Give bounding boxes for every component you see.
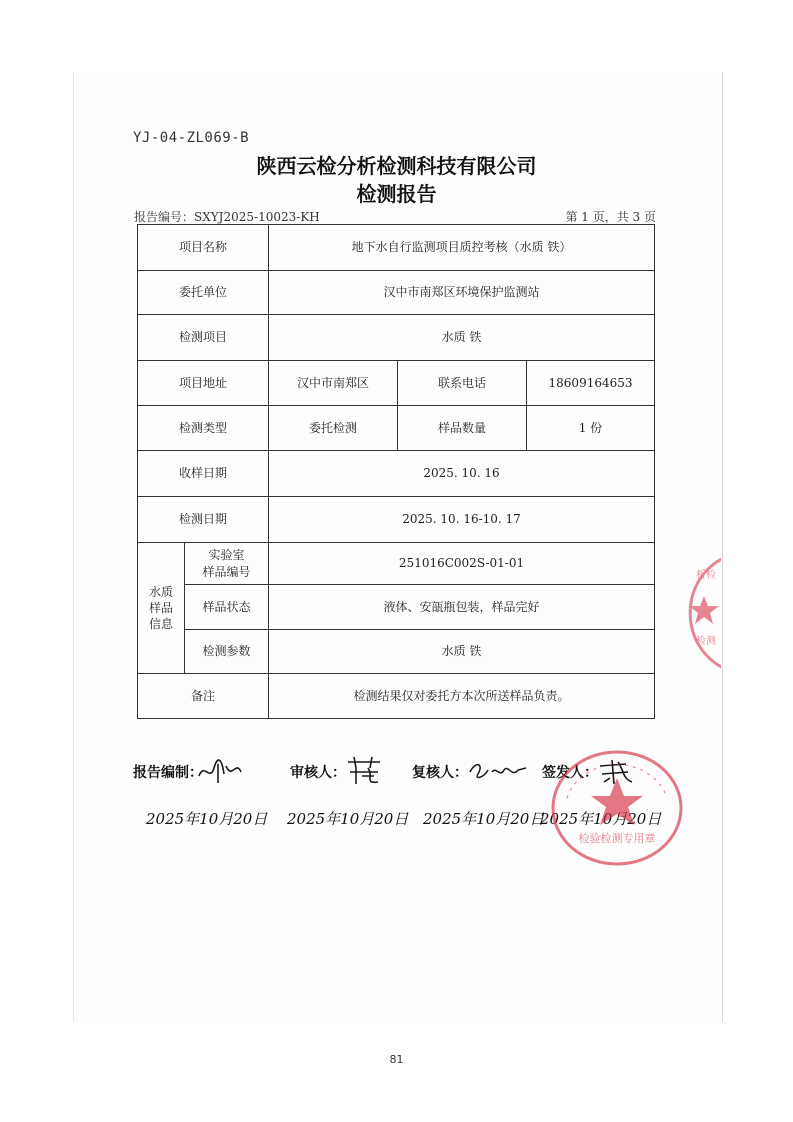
- phone-label: 联系电话: [398, 361, 527, 406]
- table-row: [138, 361, 655, 406]
- report-table: [137, 224, 655, 719]
- test-date-value: 2025. 10. 16-10. 17: [269, 497, 655, 543]
- project-name-label: 项目名称: [138, 225, 269, 271]
- rechecker-signature: [466, 758, 530, 782]
- sample-state-value: 液体、安瓿瓶包装，样品完好: [269, 585, 655, 630]
- lab-no-value: 251016C002S-01-01: [269, 543, 655, 585]
- svg-text:检测: 检测: [696, 636, 716, 647]
- page-info: 第 1 页，共 3 页: [565, 210, 656, 224]
- sample-qty-value: 1 份: [527, 406, 655, 451]
- test-item-value: 水质 铁: [269, 315, 655, 361]
- sample-info-label: 水质 样品 信息: [138, 543, 185, 674]
- test-item-label: 检测项目: [138, 315, 269, 361]
- test-param-label: 检测参数: [185, 630, 269, 674]
- report-number: 报告编号：SXYJ2025-10023-KH: [134, 210, 320, 224]
- company-name: 陕西云检分析检测科技有限公司: [256, 154, 537, 178]
- issuer-label: 签发人：: [542, 765, 598, 781]
- test-date-label: 检测日期: [138, 497, 269, 543]
- sample-state-label: 样品状态: [185, 585, 269, 630]
- table-row: [138, 451, 655, 497]
- sample-qty-label: 样品数量: [398, 406, 527, 451]
- remark-label: 备注: [138, 674, 269, 719]
- receive-date-label: 收样日期: [138, 451, 269, 497]
- rechecker-label: 复核人：: [412, 765, 468, 781]
- table-row: [138, 585, 655, 630]
- seal-label: 检验检测专用章: [578, 832, 656, 845]
- table-row: [138, 315, 655, 361]
- report-title: 检测报告: [356, 182, 437, 206]
- table-row: [138, 225, 655, 271]
- table-row: [138, 674, 655, 719]
- compiler-date: 2025年10月20日: [146, 810, 268, 828]
- lab-no-label: 实验室 样品编号: [185, 543, 269, 585]
- issuer-date: 2025年10月20日: [540, 810, 662, 828]
- page-number: 81: [389, 1053, 404, 1066]
- reviewer-signature: [344, 754, 384, 786]
- svg-text:析检: 析检: [696, 570, 716, 581]
- client-label: 委托单位: [138, 271, 269, 315]
- address-value: 汉中市南郑区: [269, 361, 398, 406]
- test-type-label: 检测类型: [138, 406, 269, 451]
- table-row: [138, 543, 655, 585]
- table-row: [138, 271, 655, 315]
- client-value: 汉中市南郑区环境保护监测站: [269, 271, 655, 315]
- compiler-signature: [196, 756, 244, 786]
- rechecker-date: 2025年10月20日: [423, 810, 545, 828]
- address-label: 项目地址: [138, 361, 269, 406]
- document-code: YJ-04-ZL069-B: [133, 130, 250, 146]
- test-param-value: 水质 铁: [269, 630, 655, 674]
- test-type-value: 委托检测: [269, 406, 398, 451]
- table-row: [138, 630, 655, 674]
- inspection-seal-stamp: [549, 748, 685, 868]
- project-name-value: 地下水自行监测项目质控考核（水质 铁）: [269, 225, 655, 271]
- reviewer-label: 审核人：: [290, 765, 346, 781]
- compiler-label: 报告编制：: [133, 765, 203, 781]
- remark-value: 检测结果仅对委托方本次所送样品负责。: [269, 674, 655, 719]
- receive-date-value: 2025. 10. 16: [269, 451, 655, 497]
- table-row: [138, 497, 655, 543]
- reviewer-date: 2025年10月20日: [287, 810, 409, 828]
- phone-value: 18609164653: [527, 361, 655, 406]
- table-row: [138, 406, 655, 451]
- seam-seal-stamp: [676, 548, 721, 678]
